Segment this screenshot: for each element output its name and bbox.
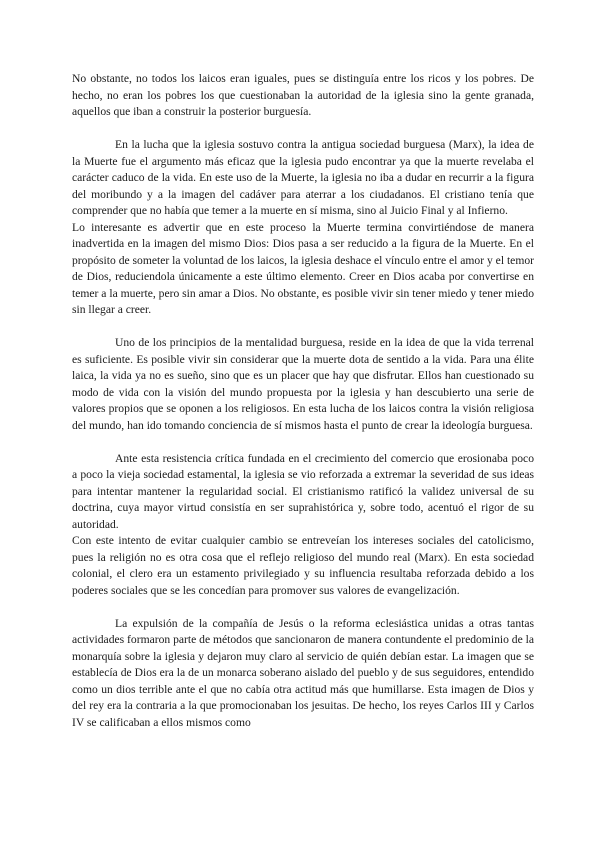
paragraph-resistencia-critica: Ante esta resistencia crítica fundada en el crecimiento del comercio que erosionaba poco a poco la vieja sociedad estamental, la iglesia se vio reforzada a extremar la severidad de sus ideas para intentar mantener la regularidad social. El cristianismo ratificó la validez universal de su doctrina, cuya mayor virtud consistía en ser suprahistórica y, sobre todo, acentuó el rigor de su autoridad.: [72, 451, 534, 531]
paragraph-muerte-imagen-dios: Lo interesante es advertir que en este proceso la Muerte termina convirtiéndose de manera inadvertida en la imagen del mismo Dios: Dios pasa a ser reducido a la figura de la Muerte. En el propósito de someter la voluntad de los laicos, la iglesia deshace el vínculo entre el amor y el temor de Dios, reduciendola únicamente a este último elemento. Creer en Dios acaba por convertirse en temer a la muerte, pero sin amar a Dios. No obstante, es posible vivir sin tener miedo y tener miedo sin llegar a creer.: [72, 220, 534, 316]
document-page: [72, 71, 534, 731]
paragraph-lucha-iglesia: En la lucha que la iglesia sostuvo contra la antigua sociedad burguesa (Marx), la idea de la Muerte fue el argumento más eficaz que la iglesia pudo encontrar ya que la muerte revelaba el carácter caduco de la vida. En este uso de la Muerte, la iglesia no iba a dudar en recurrir a la figura del moribundo y a la imagen del cadáver para aterrar a los ciudadanos. El cristiano tenía que comprender que no había que temer a la muerte en sí misma, sino al Juicio Final y al Infierno.: [72, 138, 534, 217]
paragraph-expulsion-jesuitas: La expulsión de la compañía de Jesús o la reforma eclesiástica unidas a otras tantas actividades formaron parte de métodos que sancionaron de manera contundente el predominio de la monarquía sobre la iglesia y dejaron muy claro al servicio de quién debían estar. La imagen que se establecía de Dios era la de un monarca soberano aislado del pueblo y de sus seguidores, entendido como un dios terrible ante el que no cabía otra actitud más que humillarse. Esta imagen de Dios y del rey era la contraria a la que promocionaban los jesuitas. De hecho, los reyes Carlos III y Carlos IV se calificaban a ellos mismos como: [72, 616, 534, 729]
paragraph-intereses-catolicismo: Con este intento de evitar cualquier cambio se entreveían los intereses sociales del catolicismo, pues la religión no es otra cosa que el reflejo religioso del mundo real (Marx). En esta sociedad colonial, el clero era un estamento privilegiado y su influencia resultaba reforzada debido a los poderes sociales que se les concedían para promover sus valores de evangelización.: [72, 534, 534, 597]
paragraph-laicos-distincion: No obstante, no todos los laicos eran iguales, pues se distinguía entre los ricos y los pobres. De hecho, no eran los pobres los que cuestionaban la autoridad de la iglesia sino la gente granada, aquellos que iban a construir la posterior burguesía.: [72, 72, 534, 118]
paragraph-mentalidad-burguesa: Uno de los principios de la mentalidad burguesa, reside en la idea de que la vida terrenal es suficiente. Es posible vivir sin considerar que la muerte dota de sentido a la vida. Para una élite laica, la vida ya no es sueño, sino que es un placer que hay que disfrutar. Ellos han cuestionado su modo de vida con la visión del mundo propuesta por la iglesia y han descubierto una serie de valores propios que se oponen a los religiosos. En esta lucha de los laicos contra la visión religiosa del mundo, han ido tomando conciencia de sí mismos hasta el punto de crear la ideología burguesa.: [72, 336, 534, 432]
